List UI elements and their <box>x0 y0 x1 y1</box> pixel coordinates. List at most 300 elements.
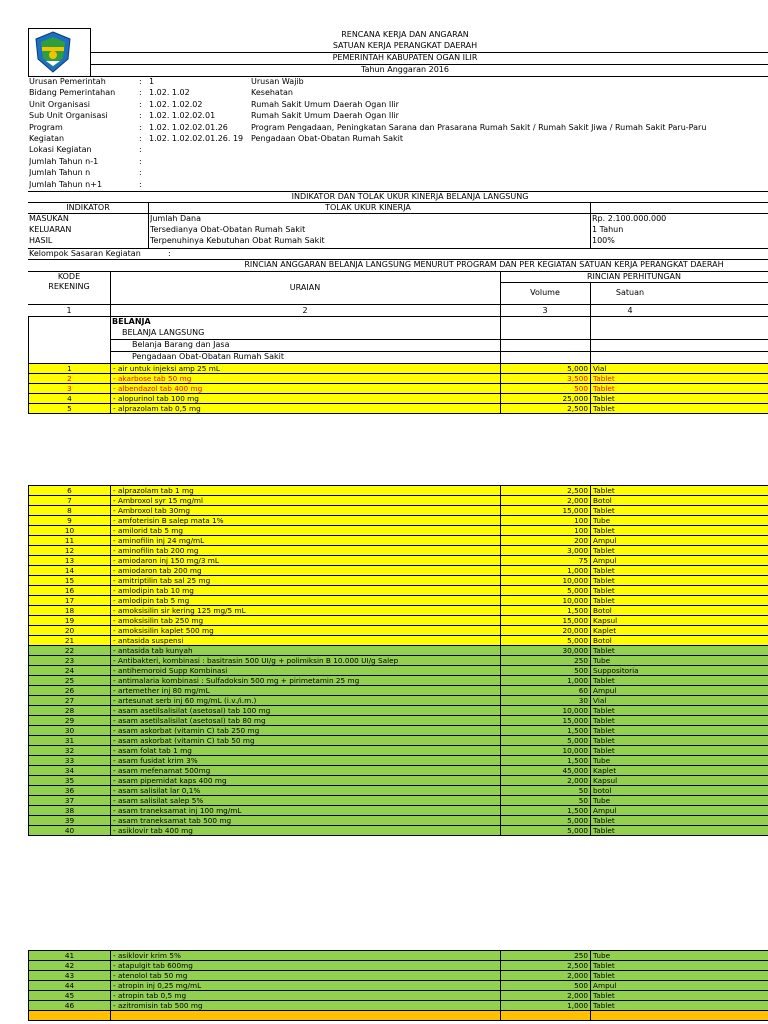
row-number: 13 <box>29 556 111 566</box>
row-number: 23 <box>29 656 111 666</box>
volume-header: Volume <box>530 288 560 297</box>
drug-name: - Ambroxol syr 15 mg/ml <box>111 496 501 506</box>
info-code: 1.02. 1.02.02.01.26. 19 <box>149 134 244 143</box>
drug-name: - amfoterisin B salep mata 1% <box>111 516 501 526</box>
drug-name: - atropin tab 0,5 mg <box>111 991 501 1001</box>
drug-unit: Tablet <box>591 826 768 836</box>
drug-unit: Tablet <box>591 991 768 1001</box>
drug-row <box>29 506 768 516</box>
drug-volume: 50 <box>501 786 591 796</box>
drug-name: - amiodaron inj 150 mg/3 mL <box>111 556 501 566</box>
drug-name: - aminofilin inj 24 mg/mL <box>111 536 501 546</box>
row-number: 17 <box>29 596 111 606</box>
drug-volume: 25,000 <box>501 394 591 404</box>
drug-row <box>29 404 768 414</box>
indicator-target: 100% <box>592 236 615 245</box>
row-number: 36 <box>29 786 111 796</box>
indicator-target: Rp. 2.100.000.000 <box>592 214 667 223</box>
drug-row <box>29 706 768 716</box>
drug-name: - alprazolam tab 0,5 mg <box>111 404 501 414</box>
drug-name: - amlodipin tab 10 mg <box>111 586 501 596</box>
drug-row <box>29 586 768 596</box>
group-pengadaan-obat: Pengadaan Obat-Obatan Rumah Sakit <box>132 352 285 361</box>
drug-volume: 2,000 <box>501 776 591 786</box>
row-number: 28 <box>29 706 111 716</box>
drug-name: - asam askorbat (vitamin C) tab 250 mg <box>111 726 501 736</box>
drug-volume: 5,000 <box>501 636 591 646</box>
drug-name: - antasida suspensi <box>111 636 501 646</box>
info-code: 1.02. 1.02.02 <box>149 99 203 109</box>
row-number: 42 <box>29 961 111 971</box>
drug-name: - antasida tab kunyah <box>111 646 501 656</box>
drug-unit: Ampul <box>591 536 768 546</box>
drug-unit: Tablet <box>591 736 768 746</box>
indicator-column-header: INDIKATOR <box>66 203 110 212</box>
drug-unit: Kaplet <box>591 766 768 776</box>
drug-unit: Tablet <box>591 486 768 496</box>
drug-volume: 100 <box>501 516 591 526</box>
indicator-target: 1 Tahun <box>592 225 624 234</box>
indicator-name: KELUARAN <box>29 225 72 234</box>
row-number: 31 <box>29 736 111 746</box>
doc-title-line3: PEMERINTAH KABUPATEN OGAN ILIR <box>332 53 478 62</box>
row-number: 43 <box>29 971 111 981</box>
drug-unit: botol <box>591 786 768 796</box>
drug-name: - alprazolam tab 1 mg <box>111 486 501 496</box>
group-barang-jasa: Belanja Barang dan Jasa <box>132 340 230 349</box>
drug-row <box>29 806 768 816</box>
drug-name: - amitriptilin tab sal 25 mg <box>111 576 501 586</box>
row-number: 10 <box>29 526 111 536</box>
drug-name <box>111 1011 501 1021</box>
drug-row <box>29 556 768 566</box>
drug-row <box>29 596 768 606</box>
drug-name: - aminofilin tab 200 mg <box>111 546 501 556</box>
row-number: 25 <box>29 676 111 686</box>
drug-volume: 1,500 <box>501 606 591 616</box>
drug-volume: 60 <box>501 686 591 696</box>
drug-unit: Suppositoria <box>591 666 768 676</box>
drug-name: - asam salisilat lar 0,1% <box>111 786 501 796</box>
drug-volume: 5,000 <box>501 364 591 374</box>
indicator-section-title: INDIKATOR DAN TOLAK UKUR KINERJA BELANJA LANGSUNG <box>291 192 529 201</box>
info-desc: Program Pengadaan, Peningkatan Sarana dan Prasarana Rumah Sakit / Rumah Sakit Jiwa / Rumah Sakit Paru-Paru <box>251 122 707 132</box>
drug-name: - atenolol tab 50 mg <box>111 971 501 981</box>
row-number: 11 <box>29 536 111 546</box>
row-number: 3 <box>29 384 111 394</box>
drug-row <box>29 961 768 971</box>
drug-name: - asam asetilsalisilat (asetosal) tab 80 mg <box>111 716 501 726</box>
drug-row <box>29 646 768 656</box>
drug-unit: Tablet <box>591 404 768 414</box>
drug-volume: 250 <box>501 951 591 961</box>
indicator-name: MASUKAN <box>29 214 69 223</box>
drug-row <box>29 1001 768 1011</box>
drug-row <box>29 636 768 646</box>
info-label: Kegiatan <box>29 134 65 143</box>
drug-unit: Tablet <box>591 394 768 404</box>
kode-header: KODE <box>57 272 81 281</box>
drug-volume: 20,000 <box>501 626 591 636</box>
drug-volume: 15,000 <box>501 716 591 726</box>
row-number: 34 <box>29 766 111 776</box>
kelompok-colon: : <box>168 249 171 258</box>
rincian-section-title: RINCIAN ANGGARAN BELANJA LANGSUNG MENURUT PROGRAM DAN PER KEGIATAN SATUAN KERJA PERANGKAT DAERAH <box>244 260 724 269</box>
drug-row <box>29 536 768 546</box>
row-number: 44 <box>29 981 111 991</box>
drug-row <box>29 826 768 836</box>
drug-volume: 5,000 <box>501 816 591 826</box>
drug-unit: Tube <box>591 756 768 766</box>
rincian-perhitungan-header: RINCIAN PERHITUNGAN <box>586 272 682 281</box>
drug-name: - amoksisilin kaplet 500 mg <box>111 626 501 636</box>
row-number: 14 <box>29 566 111 576</box>
drug-row <box>29 394 768 404</box>
drug-unit: Botol <box>591 606 768 616</box>
row-number: 24 <box>29 666 111 676</box>
drug-row <box>29 364 768 374</box>
drug-row <box>29 726 768 736</box>
drug-row <box>29 516 768 526</box>
drug-name: - amoksisilin sir kering 125 mg/5 mL <box>111 606 501 616</box>
drug-unit: Ampul <box>591 806 768 816</box>
drug-unit: Botol <box>591 636 768 646</box>
drug-row <box>29 1011 768 1021</box>
drug-row <box>29 626 768 636</box>
drug-row <box>29 384 768 394</box>
drug-unit: Tablet <box>591 374 768 384</box>
drug-unit: Tablet <box>591 706 768 716</box>
row-number: 15 <box>29 576 111 586</box>
drug-volume: 45,000 <box>501 766 591 776</box>
regency-emblem <box>34 31 72 73</box>
drug-volume: 1,000 <box>501 676 591 686</box>
drug-unit: Tablet <box>591 506 768 516</box>
row-number: 16 <box>29 586 111 596</box>
drug-unit: Kapsul <box>591 616 768 626</box>
drug-unit: Tablet <box>591 596 768 606</box>
row-number: 12 <box>29 546 111 556</box>
colnum-2: 2 <box>302 306 308 315</box>
drug-volume: 75 <box>501 556 591 566</box>
drug-volume: 5,000 <box>501 826 591 836</box>
info-label: Lokasi Kegiatan <box>29 145 92 155</box>
row-number: 2 <box>29 374 111 384</box>
drug-row <box>29 746 768 756</box>
drug-name: - atapulgit tab 600mg <box>111 961 501 971</box>
row-number: 45 <box>29 991 111 1001</box>
drug-name: - asam salisilat salep 5% <box>111 796 501 806</box>
drug-row <box>29 606 768 616</box>
drug-row <box>29 616 768 626</box>
drug-volume: 1,000 <box>501 1001 591 1011</box>
drug-unit: Tablet <box>591 546 768 556</box>
drug-row <box>29 374 768 384</box>
drug-volume: 1,500 <box>501 756 591 766</box>
info-colon: : <box>139 88 142 98</box>
rekening-header: REKENING <box>48 282 90 291</box>
info-label: Urusan Pemerintah <box>29 77 106 86</box>
info-label: Jumlah Tahun n <box>29 168 91 178</box>
drug-unit: Tablet <box>591 746 768 756</box>
row-number: 7 <box>29 496 111 506</box>
drug-unit: Tablet <box>591 526 768 536</box>
drug-volume: 2,500 <box>501 404 591 414</box>
drug-table-page3 <box>28 950 768 1021</box>
drug-volume: 2,000 <box>501 496 591 506</box>
drug-name: - akarbose tab 50 mg <box>111 374 501 384</box>
colnum-1: 1 <box>66 306 72 315</box>
row-number: 18 <box>29 606 111 616</box>
row-number: 21 <box>29 636 111 646</box>
drug-row <box>29 546 768 556</box>
row-number: 41 <box>29 951 111 961</box>
drug-volume: 30 <box>501 696 591 706</box>
drug-name: - asam folat tab 1 mg <box>111 746 501 756</box>
tolak-ukur-text: Tersedianya Obat-Obatan Rumah Sakit <box>150 225 306 234</box>
drug-name: - artemether inj 80 mg/mL <box>111 686 501 696</box>
drug-volume: 50 <box>501 796 591 806</box>
drug-row <box>29 776 768 786</box>
drug-volume: 30,000 <box>501 646 591 656</box>
info-colon: : <box>139 111 142 121</box>
drug-row <box>29 676 768 686</box>
uraian-header: URAIAN <box>289 283 321 292</box>
info-colon: : <box>139 99 142 109</box>
drug-unit: Tablet <box>591 961 768 971</box>
row-number: 8 <box>29 506 111 516</box>
drug-unit: Tablet <box>591 1001 768 1011</box>
drug-name: - Ambroxol tab 30mg <box>111 506 501 516</box>
drug-volume: 15,000 <box>501 616 591 626</box>
info-code: 1.02. 1.02 <box>149 88 190 98</box>
drug-name: - atropin inj 0,25 mg/mL <box>111 981 501 991</box>
drug-volume: 500 <box>501 981 591 991</box>
drug-name: - amiodaron tab 200 mg <box>111 566 501 576</box>
drug-volume: 2,000 <box>501 971 591 981</box>
drug-volume: 1,000 <box>501 566 591 576</box>
info-colon: : <box>139 77 142 86</box>
drug-unit: Tablet <box>591 726 768 736</box>
drug-name: - amilorid tab 5 mg <box>111 526 501 536</box>
drug-name: - asam traneksamat inj 100 mg/mL <box>111 806 501 816</box>
row-number: 20 <box>29 626 111 636</box>
drug-volume: 2,000 <box>501 991 591 1001</box>
drug-volume: 2,500 <box>501 961 591 971</box>
info-desc: Rumah Sakit Umum Daerah Ogan Ilir <box>251 111 399 121</box>
info-label: Sub Unit Organisasi <box>29 111 108 121</box>
drug-row <box>29 526 768 536</box>
row-number: 9 <box>29 516 111 526</box>
row-number: 32 <box>29 746 111 756</box>
row-number: 30 <box>29 726 111 736</box>
drug-table-page2 <box>28 485 768 836</box>
row-number: 29 <box>29 716 111 726</box>
drug-volume: 1,500 <box>501 726 591 736</box>
drug-volume: 10,000 <box>501 596 591 606</box>
drug-name: - azitromisin tab 500 mg <box>111 1001 501 1011</box>
drug-name: - amlodipin tab 5 mg <box>111 596 501 606</box>
drug-unit: Tablet <box>591 716 768 726</box>
drug-row <box>29 756 768 766</box>
row-number: 26 <box>29 686 111 696</box>
drug-volume <box>501 1011 591 1021</box>
drug-volume: 10,000 <box>501 746 591 756</box>
drug-row <box>29 496 768 506</box>
info-label: Program <box>29 122 63 132</box>
drug-unit: Ampul <box>591 556 768 566</box>
tolak-ukur-text: Terpenuhinya Kebutuhan Obat Rumah Sakit <box>150 236 325 245</box>
drug-row <box>29 736 768 746</box>
drug-unit: Tablet <box>591 646 768 656</box>
tolak-ukur-column-header: TOLAK UKUR KINERJA <box>325 203 411 212</box>
doc-title-line4: Tahun Anggaran 2016 <box>361 65 449 74</box>
drug-row <box>29 666 768 676</box>
drug-unit: Tube <box>591 516 768 526</box>
drug-unit: Vial <box>591 696 768 706</box>
drug-name: - air untuk injeksi amp 25 mL <box>111 364 501 374</box>
info-label: Jumlah Tahun n-1 <box>29 156 99 166</box>
info-code: 1.02. 1.02.02.01 <box>149 111 216 121</box>
indicator-name: HASIL <box>29 236 53 245</box>
drug-unit: Tube <box>591 656 768 666</box>
drug-volume: 3,000 <box>501 546 591 556</box>
row-number: 38 <box>29 806 111 816</box>
drug-name: - asam mefenamat 500mg <box>111 766 501 776</box>
drug-row <box>29 656 768 666</box>
row-number: 33 <box>29 756 111 766</box>
drug-unit: Vial <box>591 364 768 374</box>
drug-unit: Ampul <box>591 981 768 991</box>
info-label: Jumlah Tahun n+1 <box>29 179 103 189</box>
doc-title-line1: RENCANA KERJA DAN ANGARAN <box>341 30 469 39</box>
drug-unit: Kapsul <box>591 776 768 786</box>
drug-row <box>29 981 768 991</box>
drug-name: - artesunat serb inj 60 mg/mL (i.v./i.m.) <box>111 696 501 706</box>
drug-name: - asam askorbat (vitamin C) tab 50 mg <box>111 736 501 746</box>
satuan-header: Satuan <box>615 288 645 297</box>
row-number: 4 <box>29 394 111 404</box>
kelompok-sasaran-label: Kelompok Sasaran Kegiatan <box>29 249 141 258</box>
drug-table-page1 <box>28 363 768 414</box>
drug-name: - asam traneksamat tab 500 mg <box>111 816 501 826</box>
info-colon: : <box>139 145 142 155</box>
group-belanja-langsung: BELANJA LANGSUNG <box>122 328 205 337</box>
drug-unit: Kaplet <box>591 626 768 636</box>
row-number: 22 <box>29 646 111 656</box>
doc-title-line2: SATUAN KERJA PERANGKAT DAERAH <box>332 41 478 50</box>
info-colon: : <box>139 168 142 178</box>
drug-volume: 5,000 <box>501 586 591 596</box>
row-number: 39 <box>29 816 111 826</box>
drug-volume: 3,500 <box>501 374 591 384</box>
info-label: Bidang Pemerintahan <box>29 88 116 98</box>
drug-row <box>29 766 768 776</box>
drug-unit: Tablet <box>591 971 768 981</box>
colnum-4: 4 <box>627 306 633 315</box>
drug-volume: 250 <box>501 656 591 666</box>
drug-unit: Tablet <box>591 576 768 586</box>
drug-volume: 5,000 <box>501 736 591 746</box>
drug-row <box>29 971 768 981</box>
drug-name: - antihemoroid Supp Kombinasi <box>111 666 501 676</box>
info-desc: Pengadaan Obat-Obatan Rumah Sakit <box>251 134 404 143</box>
drug-row <box>29 696 768 706</box>
drug-volume: 10,000 <box>501 706 591 716</box>
drug-name: - asiklovir tab 400 mg <box>111 826 501 836</box>
drug-unit: Tablet <box>591 384 768 394</box>
row-number: 37 <box>29 796 111 806</box>
drug-unit: Tube <box>591 796 768 806</box>
drug-unit: Tablet <box>591 566 768 576</box>
drug-name: - asam fusidat krim 3% <box>111 756 501 766</box>
info-desc: Urusan Wajib <box>251 77 304 86</box>
drug-name: - albendazol tab 400 mg <box>111 384 501 394</box>
drug-unit: Tablet <box>591 676 768 686</box>
info-label: Unit Organisasi <box>29 99 91 109</box>
drug-row <box>29 816 768 826</box>
drug-row <box>29 991 768 1001</box>
drug-name: - Antibakteri, kombinasi : basitrasin 500 UI/g + polimiksin B 10.000 UI/g Salep <box>111 656 501 666</box>
drug-row <box>29 486 768 496</box>
info-desc: Rumah Sakit Umum Daerah Ogan Ilir <box>251 99 399 109</box>
info-code: 1 <box>149 77 155 86</box>
drug-name: - antimalaria kombinasi : Sulfadoksin 500 mg + pirimetamin 25 mg <box>111 676 501 686</box>
drug-volume: 2,500 <box>501 486 591 496</box>
drug-volume: 1,500 <box>501 806 591 816</box>
drug-unit: Tube <box>591 951 768 961</box>
drug-unit <box>591 1011 768 1021</box>
drug-volume: 10,000 <box>501 576 591 586</box>
drug-name: - amoksisilin tab 250 mg <box>111 616 501 626</box>
drug-volume: 500 <box>501 666 591 676</box>
group-belanja: BELANJA <box>112 317 151 326</box>
row-number: 46 <box>29 1001 111 1011</box>
drug-name: - asam pipemidat kaps 400 mg <box>111 776 501 786</box>
info-code: 1.02. 1.02.02.01.26 <box>149 122 228 132</box>
row-number: 6 <box>29 486 111 496</box>
drug-name: - asam asetilsalisilat (asetosal) tab 100 mg <box>111 706 501 716</box>
drug-row <box>29 576 768 586</box>
drug-name: - alopurinol tab 100 mg <box>111 394 501 404</box>
drug-volume: 200 <box>501 536 591 546</box>
info-colon: : <box>139 134 142 143</box>
row-number <box>29 1011 111 1021</box>
drug-volume: 500 <box>501 384 591 394</box>
drug-unit: Tablet <box>591 586 768 596</box>
info-colon: : <box>139 156 142 166</box>
drug-row <box>29 951 768 961</box>
info-colon: : <box>139 122 142 132</box>
row-number: 19 <box>29 616 111 626</box>
drug-volume: 15,000 <box>501 506 591 516</box>
drug-row <box>29 686 768 696</box>
row-number: 1 <box>29 364 111 374</box>
colnum-3: 3 <box>542 306 548 315</box>
row-number: 5 <box>29 404 111 414</box>
info-colon: : <box>139 179 142 189</box>
info-desc: Kesehatan <box>251 88 293 98</box>
drug-volume: 100 <box>501 526 591 536</box>
row-number: 40 <box>29 826 111 836</box>
drug-name: - asiklovir krim 5% <box>111 951 501 961</box>
drug-row <box>29 786 768 796</box>
drug-unit: Ampul <box>591 686 768 696</box>
drug-unit: Botol <box>591 496 768 506</box>
drug-unit: Tablet <box>591 816 768 826</box>
drug-row <box>29 716 768 726</box>
drug-row <box>29 796 768 806</box>
